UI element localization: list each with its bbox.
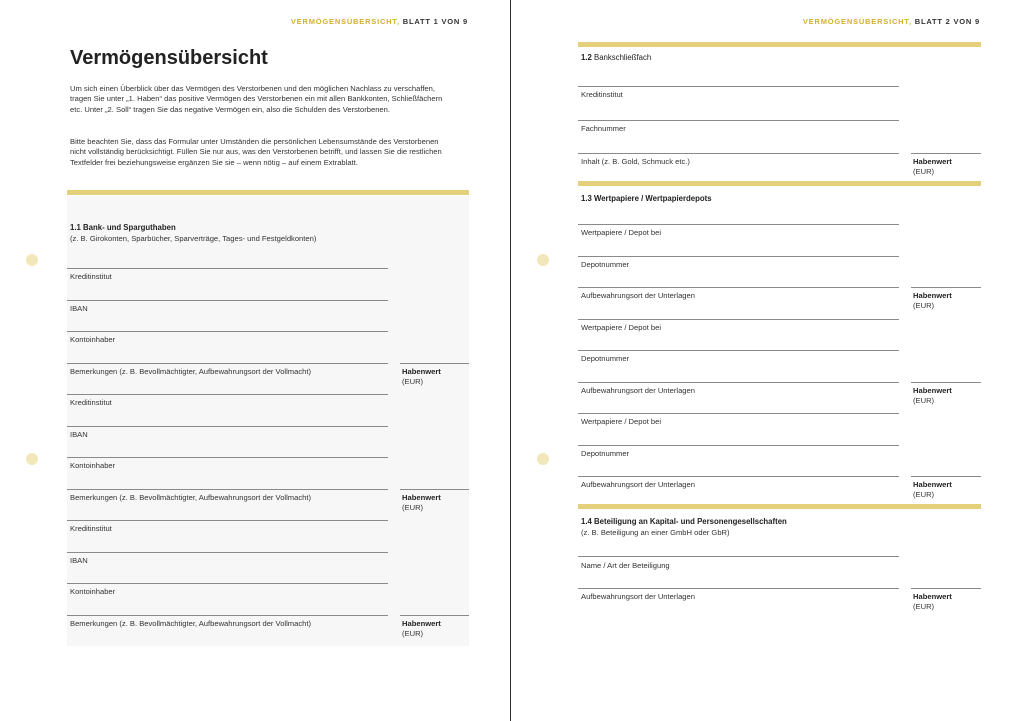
field-line[interactable] (67, 426, 388, 427)
bemerkungen-label: Bemerkungen (z. B. Bevollmächtigter, Aufbewahrungsort der Vollmacht) (70, 619, 312, 628)
fachnummer-label: Fachnummer (581, 124, 626, 133)
punch-hole-icon (537, 254, 549, 266)
field-line[interactable] (578, 382, 899, 383)
aufbewahrung-label: Aufbewahrungsort der Unterlagen (581, 592, 695, 601)
field-line[interactable] (578, 120, 899, 121)
kontoinhaber-label: Kontoinhaber (70, 587, 116, 596)
iban-label: IBAN (70, 430, 88, 439)
section-divider (578, 181, 981, 186)
amount-line[interactable] (911, 287, 981, 288)
iban-label: IBAN (70, 304, 88, 313)
field-line[interactable] (67, 363, 388, 364)
amount-line[interactable] (400, 489, 469, 490)
kreditinstitut-label: Kreditinstitut (70, 524, 112, 533)
habenwert-label: Habenwert (EUR) (402, 619, 441, 638)
field-line[interactable] (578, 153, 899, 154)
habenwert-label: Habenwert (EUR) (913, 480, 952, 499)
habenwert-label: Habenwert (EUR) (913, 592, 952, 611)
aufbewahrung-label: Aufbewahrungsort der Unterlagen (581, 386, 695, 395)
kreditinstitut-label: Kreditinstitut (70, 272, 112, 281)
intro-paragraph-2: Bitte beachten Sie, dass das Formular unter Umständen die persönlichen Lebensumstände des Verstorbenen nicht vollständig berücksichtigt. Füllen Sie nur aus, was den Verstorbenen betrifft, und lassen Sie die restlichen Textfelder frei beziehungsweise ergänzen Sie sie – wenn nötig – auf einem Extrablatt. (70, 137, 442, 167)
section-title-1-2: 1.2 Bankschließfach (581, 53, 652, 62)
beteiligung-label: Name / Art der Beteiligung (581, 561, 670, 570)
page-header (803, 17, 980, 26)
depotnummer-label: Depotnummer (581, 354, 630, 363)
section-title: 1.1 Bank- und Sparguthaben (70, 223, 176, 232)
page-title: Vermögensübersicht (70, 47, 268, 69)
amount-line[interactable] (911, 382, 981, 383)
amount-line[interactable] (911, 476, 981, 477)
amount-line[interactable] (400, 363, 469, 364)
field-line[interactable] (67, 268, 388, 269)
kreditinstitut-label: Kreditinstitut (581, 90, 623, 99)
habenwert-label: Habenwert (EUR) (402, 493, 441, 512)
depot-label: Wertpapiere / Depot bei (581, 323, 662, 332)
field-line[interactable] (67, 552, 388, 553)
field-line[interactable] (578, 287, 899, 288)
form-area (67, 196, 469, 646)
amount-line[interactable] (400, 615, 469, 616)
header-section: VERMÖGENSÜBERSICHT, (290, 17, 400, 26)
kreditinstitut-label: Kreditinstitut (70, 398, 112, 407)
punch-hole-icon (26, 254, 38, 266)
habenwert-label: Habenwert (EUR) (402, 367, 441, 386)
field-line[interactable] (67, 520, 388, 521)
punch-hole-icon (26, 453, 38, 465)
depotnummer-label: Depotnummer (581, 260, 630, 269)
page-2 (511, 0, 1020, 721)
depotnummer-label: Depotnummer (581, 449, 630, 458)
field-line[interactable] (578, 224, 899, 225)
header-sheet: BLATT 1 VON 9 (399, 17, 468, 26)
habenwert-label: Habenwert (EUR) (913, 291, 952, 310)
field-line[interactable] (578, 556, 899, 557)
field-line[interactable] (578, 476, 899, 477)
page-header (291, 17, 468, 26)
field-line[interactable] (578, 319, 899, 320)
field-line[interactable] (67, 300, 388, 301)
field-line[interactable] (67, 331, 388, 332)
bemerkungen-label: Bemerkungen (z. B. Bevollmächtigter, Aufbewahrungsort der Vollmacht) (70, 367, 312, 376)
field-line[interactable] (67, 394, 388, 395)
kontoinhaber-label: Kontoinhaber (70, 461, 116, 470)
section-subtitle: (z. B. Beteiligung an einer GmbH oder GbR) (581, 528, 730, 537)
habenwert-label: Habenwert (EUR) (913, 386, 952, 405)
header-section: VERMÖGENSÜBERSICHT, (802, 17, 912, 26)
field-line[interactable] (578, 350, 899, 351)
depot-label: Wertpapiere / Depot bei (581, 228, 662, 237)
field-line[interactable] (578, 445, 899, 446)
section-divider (67, 190, 469, 195)
intro-paragraph-1: Um sich einen Überblick über das Vermögen des Verstorbenen und den möglichen Nachlass zu verschaffen, tragen Sie unter „1. Haben“ das positive Vermögen des Verstorbenen ein mit allen Bankkonten, Schließfächern etc. Unter „2. Soll“ tragen Sie das negative Vermögen ein, also die Schulden des Verstorbenen. (70, 84, 443, 114)
field-line[interactable] (67, 615, 388, 616)
section-title-1-3: 1.3 Wertpapiere / Wertpapierdepots (581, 194, 712, 203)
header-sheet: BLATT 2 VON 9 (911, 17, 980, 26)
field-line[interactable] (578, 588, 899, 589)
section-divider (578, 504, 981, 509)
bemerkungen-label: Bemerkungen (z. B. Bevollmächtigter, Aufbewahrungsort der Vollmacht) (70, 493, 312, 502)
field-line[interactable] (67, 489, 388, 490)
field-line[interactable] (578, 413, 899, 414)
depot-label: Wertpapiere / Depot bei (581, 417, 662, 426)
aufbewahrung-label: Aufbewahrungsort der Unterlagen (581, 480, 695, 489)
section-subtitle: (z. B. Girokonten, Sparbücher, Sparverträge, Tages- und Festgeldkonten) (70, 234, 317, 243)
kontoinhaber-label: Kontoinhaber (70, 335, 116, 344)
iban-label: IBAN (70, 556, 88, 565)
section-divider (578, 42, 981, 47)
inhalt-label: Inhalt (z. B. Gold, Schmuck etc.) (581, 157, 690, 166)
field-line[interactable] (578, 86, 899, 87)
field-line[interactable] (67, 457, 388, 458)
aufbewahrung-label: Aufbewahrungsort der Unterlagen (581, 291, 695, 300)
punch-hole-icon (537, 453, 549, 465)
section-title-1-4: 1.4 Beteiligung an Kapital- und Personengesellschaften (581, 517, 787, 526)
amount-line[interactable] (911, 153, 981, 154)
field-line[interactable] (67, 583, 388, 584)
habenwert-label: Habenwert (EUR) (913, 157, 952, 176)
field-line[interactable] (578, 256, 899, 257)
amount-line[interactable] (911, 588, 981, 589)
